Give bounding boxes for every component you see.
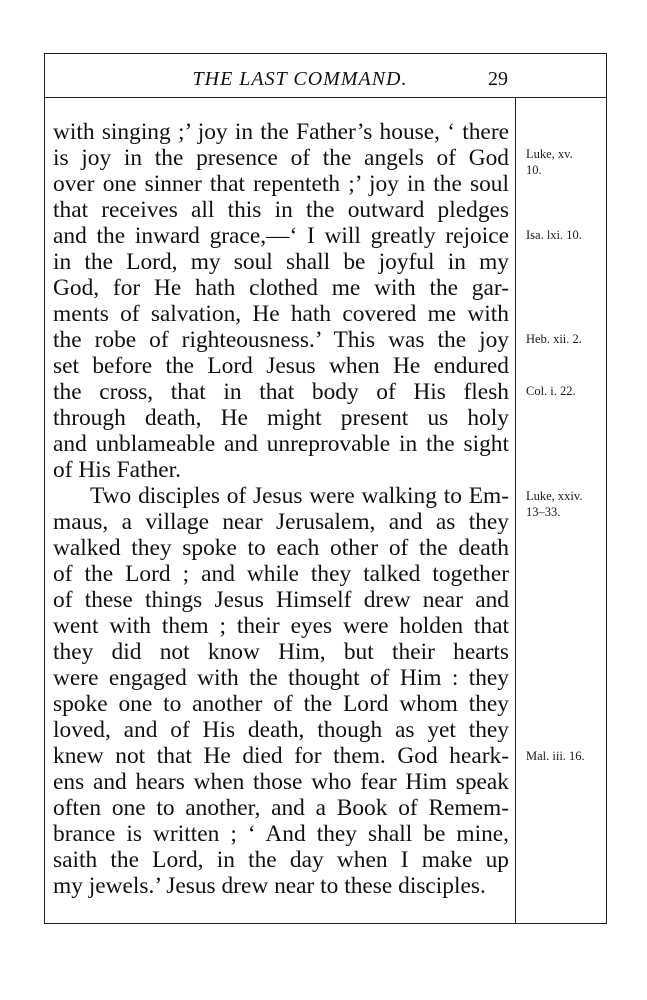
- text-line: loved, and of His death, though as yet they: [53, 717, 509, 743]
- text-line: walked they spoke to each other of the death: [53, 535, 509, 561]
- text-line: were engaged with the thought of Him : they: [53, 665, 509, 691]
- text-line: the cross, that in that body of His flesh: [53, 379, 509, 405]
- text-line: spoke one to another of the Lord whom they: [53, 691, 509, 717]
- margin-note-line: 13–33.: [526, 505, 561, 519]
- text-line: ments of salvation, He hath covered me with: [53, 301, 509, 327]
- margin-note-reference: [526, 146, 606, 178]
- margin-note-line: 10.: [526, 163, 542, 177]
- text-line: the robe of righteousness.’ This was the joy: [53, 327, 509, 353]
- margin-note-line: Luke, xxiv.: [526, 489, 583, 503]
- text-line: God, for He hath clothed me with the gar-: [53, 275, 509, 301]
- header-rule: [44, 97, 607, 98]
- text-line: over one sinner that repenteth ;’ joy in the soul: [53, 171, 509, 197]
- page-number: 29: [488, 68, 508, 90]
- margin-note-reference: [526, 748, 606, 764]
- margin-note-line: Mal. iii. 16.: [526, 749, 585, 763]
- text-line: of the Lord ; and while they talked together: [53, 561, 509, 587]
- text-line: is joy in the presence of the angels of God: [53, 145, 509, 171]
- running-title: THE LAST COMMAND.: [192, 68, 408, 90]
- margin-note-reference: [526, 331, 606, 347]
- margin-note-line: Isa. lxi. 10.: [526, 228, 582, 242]
- text-line: they did not know Him, but their hearts: [53, 639, 509, 665]
- text-line: that receives all this in the outward pledges: [53, 197, 509, 223]
- text-line: brance is written ; ‘ And they shall be mine,: [53, 821, 509, 847]
- text-line: of these things Jesus Himself drew near and: [53, 587, 509, 613]
- text-line: with singing ;’ joy in the Father’s house, ‘ there: [53, 119, 509, 145]
- text-line: maus, a village near Jerusalem, and as they: [53, 509, 509, 535]
- text-line: of His Father.: [53, 457, 181, 483]
- margin-column-rule: [515, 97, 516, 924]
- margin-note-reference: [526, 383, 606, 399]
- text-line: through death, He might present us holy: [53, 405, 509, 431]
- margin-note-reference: [526, 227, 606, 243]
- margin-note-reference: [526, 488, 606, 520]
- text-line: saith the Lord, in the day when I make up: [53, 847, 509, 873]
- text-line: often one to another, and a Book of Remem-: [53, 795, 509, 821]
- margin-note-line: Heb. xii. 2.: [526, 332, 582, 346]
- text-line: went with them ; their eyes were holden that: [53, 613, 509, 639]
- margin-note-line: Luke, xv.: [526, 147, 573, 161]
- text-line: in the Lord, my soul shall be joyful in my: [53, 249, 509, 275]
- text-line: and unblameable and unreprovable in the sight: [53, 431, 509, 457]
- paragraph-first-line: Two disciples of Jesus were walking to Em-: [90, 483, 509, 509]
- margin-note-line: Col. i. 22.: [526, 384, 576, 398]
- text-line: and the inward grace,—‘ I will greatly rejoice: [53, 223, 509, 249]
- text-line: my jewels.’ Jesus drew near to these disciples.: [53, 873, 486, 899]
- text-line: knew not that He died for them. God heark-: [53, 743, 509, 769]
- text-line: ens and hears when those who fear Him speak: [53, 769, 509, 795]
- text-line: set before the Lord Jesus when He endured: [53, 353, 509, 379]
